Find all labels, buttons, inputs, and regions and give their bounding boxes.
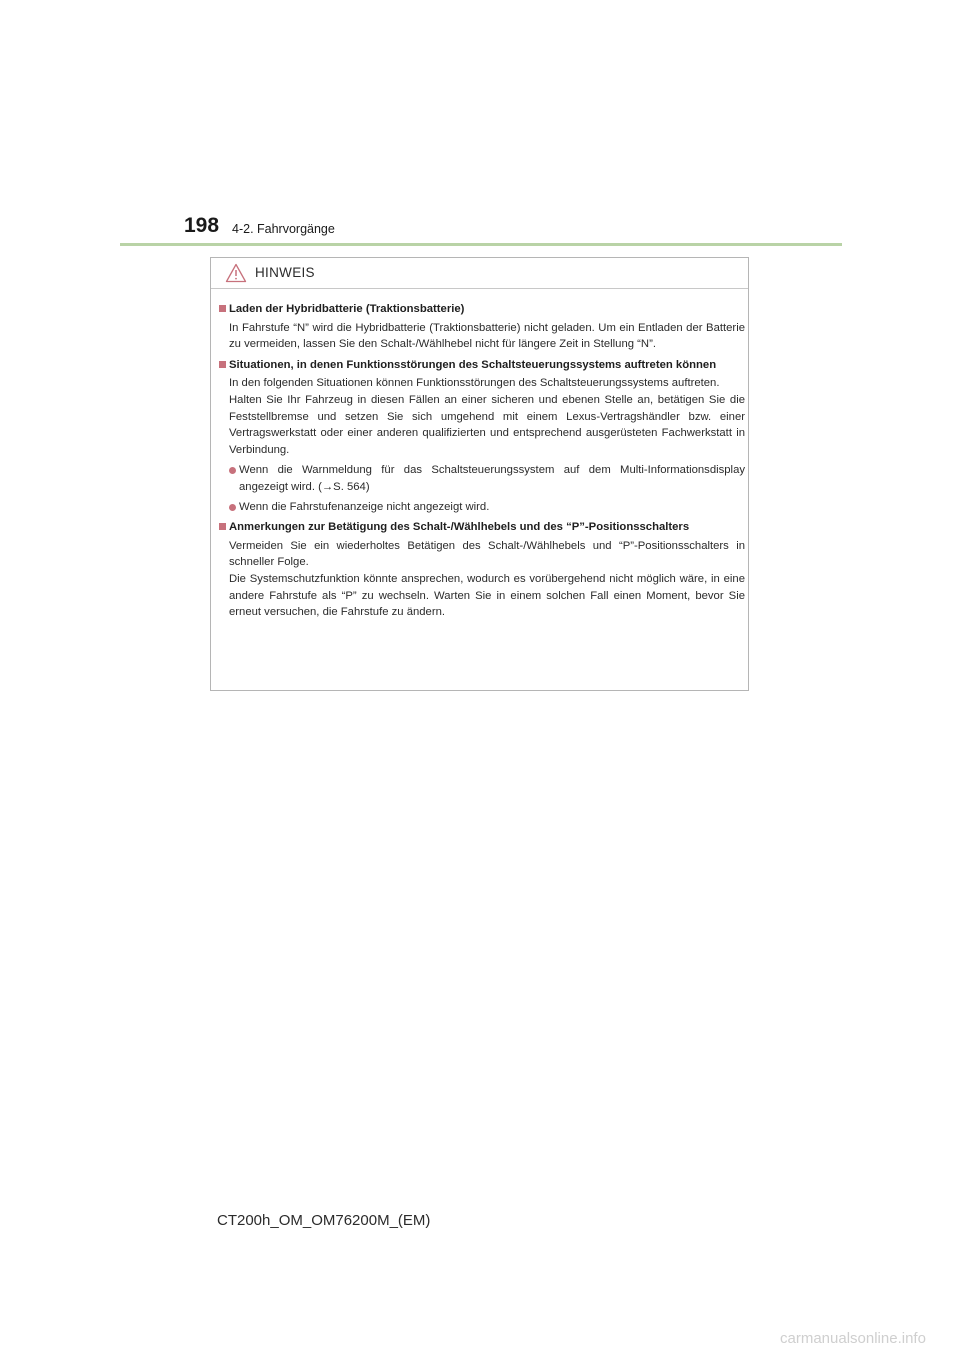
notice-header xyxy=(211,258,748,289)
item-heading xyxy=(219,519,745,536)
item-heading-text: Situationen, in denen Funktionsstörungen des Schaltsteuerungssystems auftreten können xyxy=(229,358,717,371)
page-number: 198 xyxy=(184,214,220,237)
item-text: In Fahrstufe “N” wird die Hybridbatterie (Traktionsbatterie) nicht geladen. Um ein Entladen der Batterie zu vermeiden, lassen Sie den Schalt-/Wählhebel nicht für längere Zeit in Stellung “N”. xyxy=(229,321,745,351)
item-text: Vermeiden Sie ein wiederholtes Betätigen des Schalt-/Wählhebels und “P”-Positionsschalters in schneller Folge. xyxy=(229,539,745,569)
notice-box xyxy=(210,257,749,691)
item-heading xyxy=(219,301,745,318)
square-bullet-icon xyxy=(219,305,226,312)
list-item-text: Wenn die Warnmeldung für das Schaltsteuerungssystem auf dem Multi-Informationsdisplay angezeigt wird. (→S. 564) xyxy=(239,464,745,493)
item-text: Halten Sie Ihr Fahrzeug in diesen Fällen an einer sicheren und ebenen Stelle an, betätigen Sie die Feststellbremse und setzen Sie sich umgehend mit einem Lexus-Vertragshändler bzw. einer Vertragswerkstatt oder einer anderen qualifizierten und entsprechend ausgerüsteten Fachwerkstatt in Verbindung. xyxy=(229,393,745,456)
item-text: In den folgenden Situationen können Funktionsstörungen des Schaltsteuerungssystems auftreten. xyxy=(229,377,720,390)
notice-body xyxy=(219,301,745,625)
item-heading-text: Anmerkungen zur Betätigung des Schalt-/Wählhebels und des “P”-Positionsschalters xyxy=(229,521,690,534)
header-rule xyxy=(120,243,842,246)
square-bullet-icon xyxy=(219,361,226,368)
item-heading xyxy=(219,357,745,374)
square-bullet-icon xyxy=(219,523,226,530)
watermark: carmanualsonline.info xyxy=(780,1330,926,1347)
notice-item-battery xyxy=(219,301,745,353)
section-title: 4-2. Fahrvorgänge xyxy=(232,222,335,236)
notice-item-malfunction xyxy=(219,357,745,515)
list-item-text: Wenn die Fahrstufenanzeige nicht angezeigt wird. xyxy=(239,500,490,513)
list-item xyxy=(219,499,745,516)
item-heading-text: Laden der Hybridbatterie (Traktionsbatterie) xyxy=(229,303,465,315)
list-item xyxy=(219,462,745,495)
notice-item-shift-lever xyxy=(219,519,745,621)
dot-bullet-icon xyxy=(229,504,236,511)
notice-title: HINWEIS xyxy=(255,265,315,280)
bullet-list xyxy=(219,462,745,515)
item-text: Die Systemschutzfunktion könnte ansprechen, wodurch es vorübergehend nicht möglich wäre, in eine andere Fahrstufe als “P” zu wechseln. Warten Sie in einem solchen Fall einen Moment, bevor Sie erneut versuchen, die Fahrstufe zu ändern. xyxy=(229,572,745,619)
warning-triangle-icon xyxy=(225,263,247,283)
dot-bullet-icon xyxy=(229,467,236,474)
document-code: CT200h_OM_OM76200M_(EM) xyxy=(217,1212,431,1229)
